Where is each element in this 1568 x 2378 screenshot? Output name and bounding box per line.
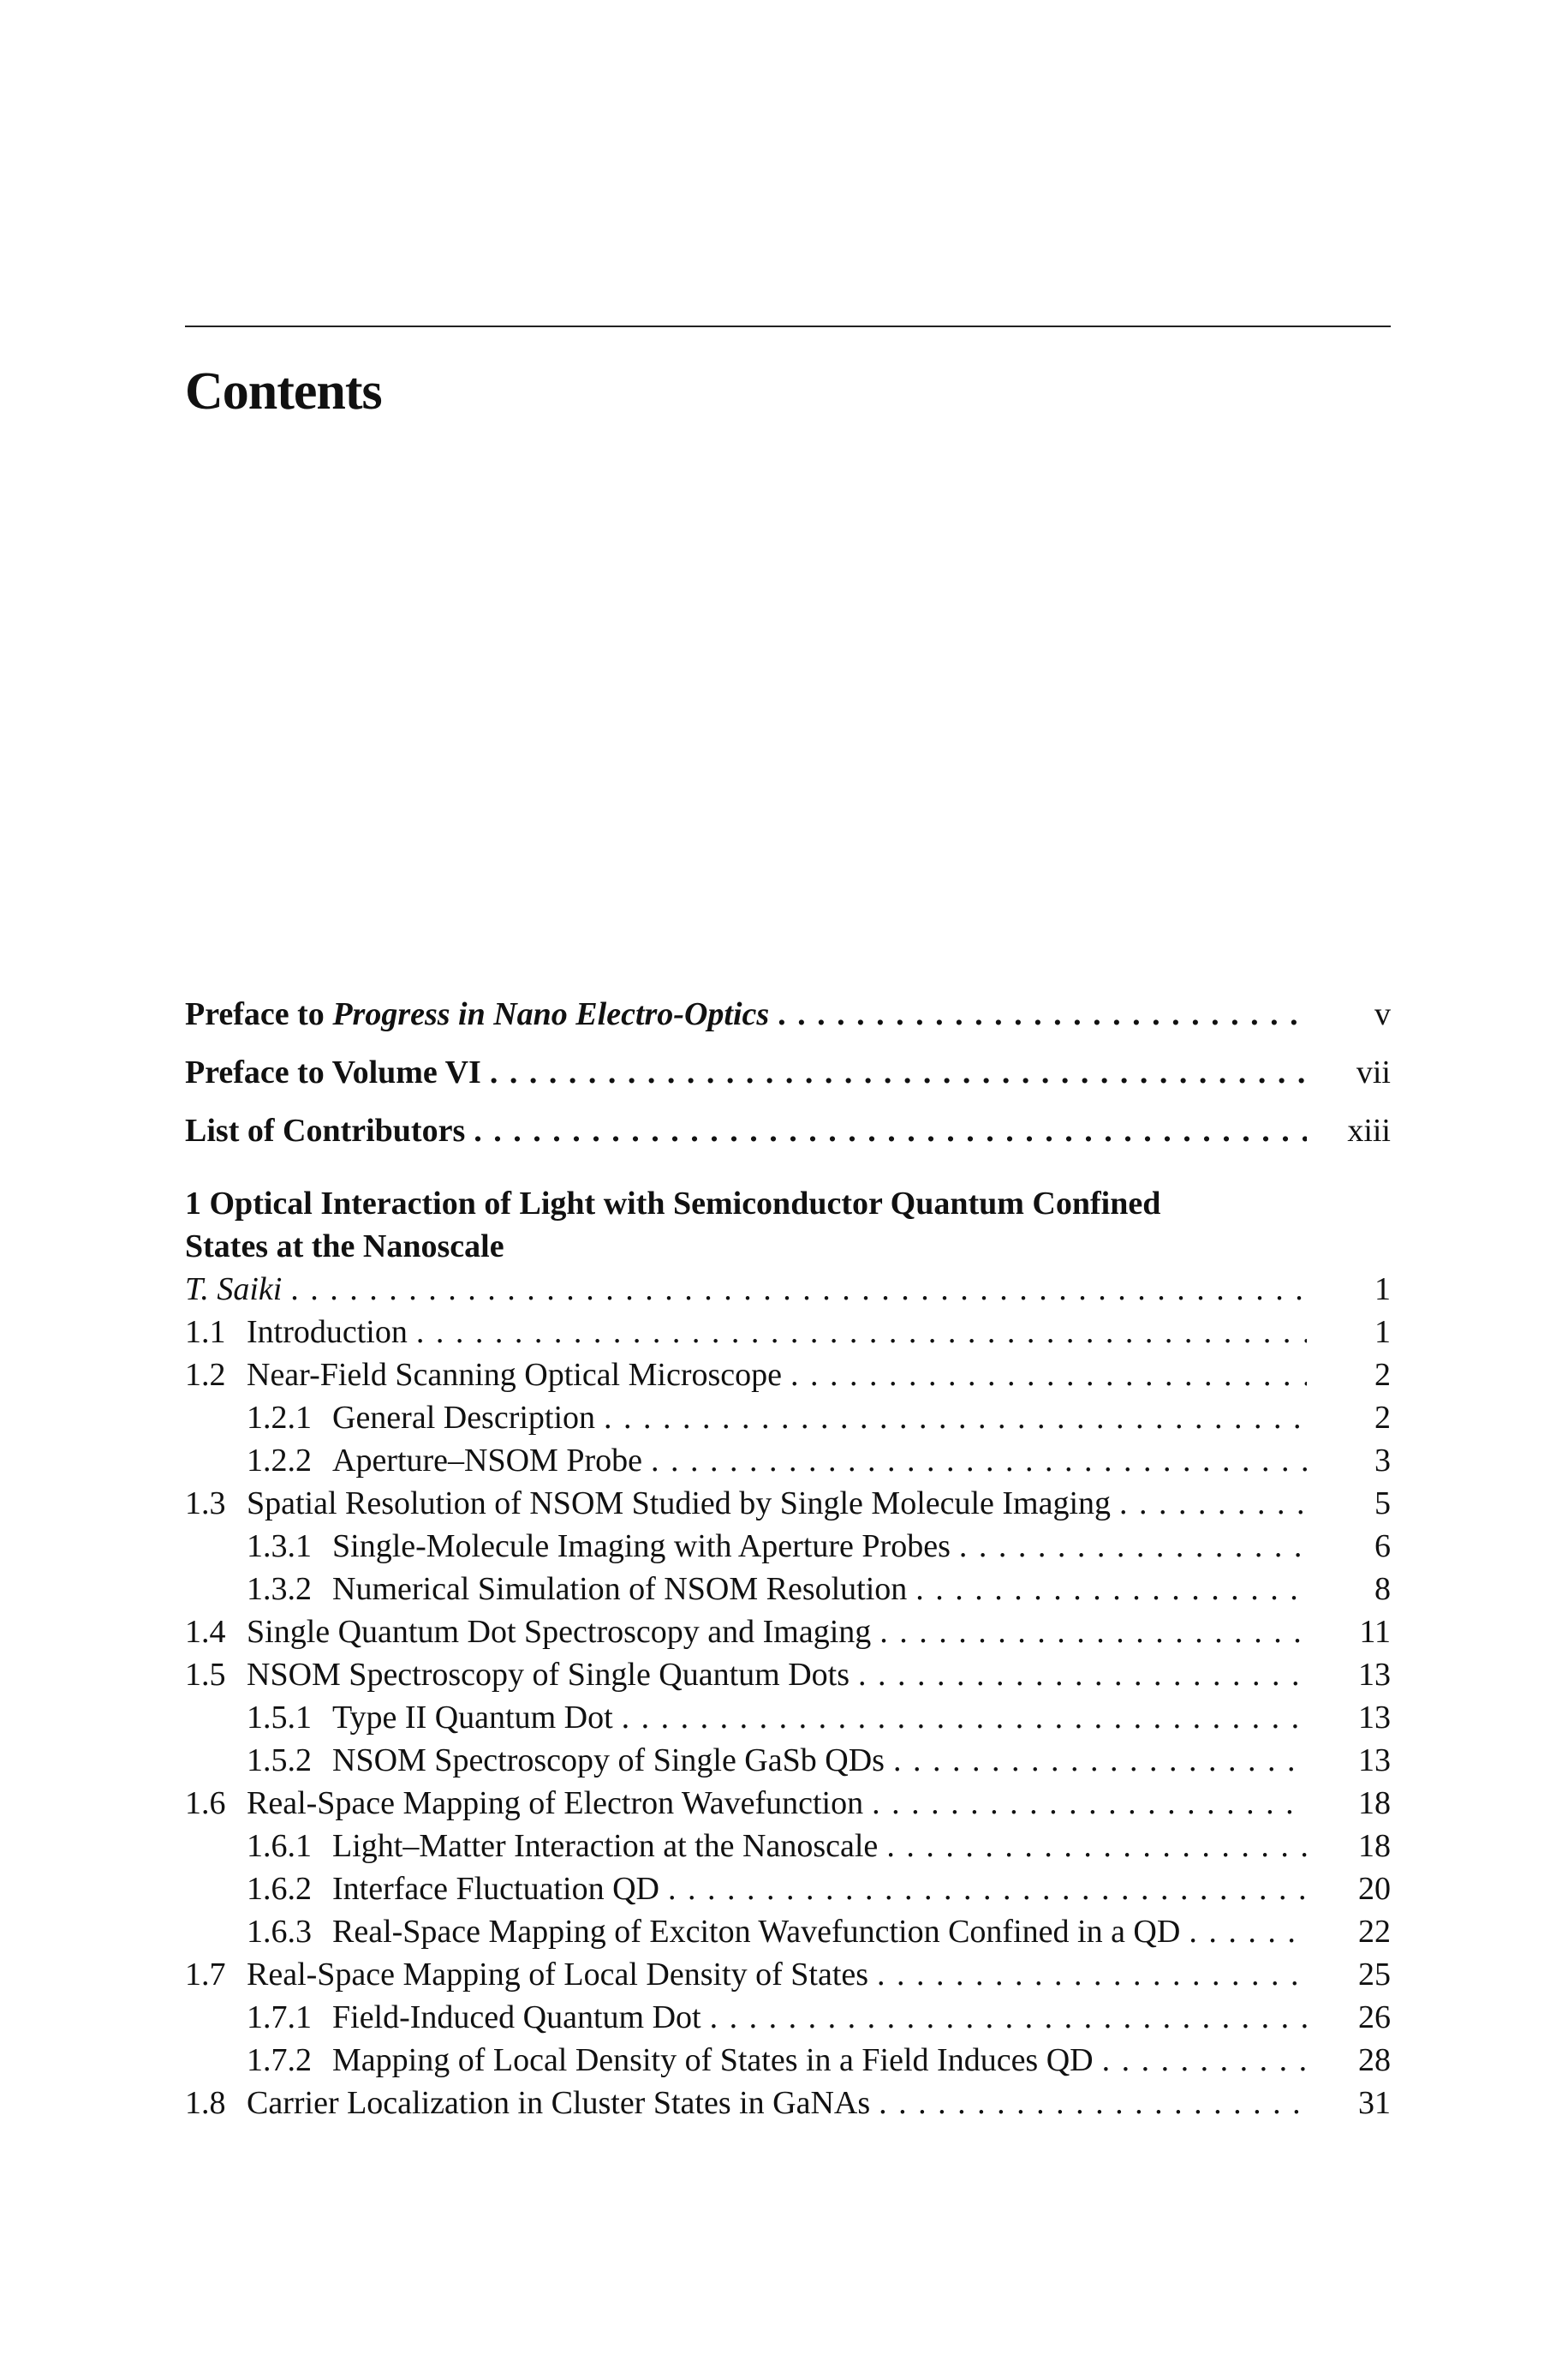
section-title: Near-Field Scanning Optical Microscope [247,1357,782,1393]
dot-leader [893,1739,1307,1782]
dot-leader [959,1525,1307,1568]
section-title: Mapping of Local Density of States in a Field Induces QD [332,2042,1094,2078]
toc-page-number: 2 [1374,1357,1391,1393]
toc-page-number: 6 [1374,1528,1391,1564]
toc-section-row[interactable] [185,1482,1391,1525]
section-number: 1.7 [185,1957,226,1993]
page-title: Contents [185,362,382,421]
dot-leader [879,2082,1307,2124]
toc-section-row[interactable] [185,1782,1391,1825]
chapter-title[interactable] [185,1182,1391,1268]
toc-entry-title: List of Contributors [185,1113,466,1149]
dot-leader [416,1311,1307,1353]
section-title: Field-Induced Quantum Dot [332,1999,701,2035]
dot-leader [604,1396,1307,1439]
dot-leader [622,1696,1307,1739]
toc-subsection-row[interactable] [185,1739,1391,1782]
section-title: Real-Space Mapping of Exciton Wavefunction Confined in a QD [332,1914,1181,1950]
section-number: 1.6.2 [247,1871,312,1907]
section-number: 1.3 [185,1485,226,1521]
toc-page-number: 13 [1358,1657,1391,1693]
toc-section-row[interactable] [185,1653,1391,1696]
toc-section-row[interactable] [185,1311,1391,1353]
toc-page-number: 26 [1358,1999,1391,2035]
toc-subsection-row[interactable] [185,1568,1391,1610]
toc-subsection-row[interactable] [185,1396,1391,1439]
toc-section-row[interactable] [185,1610,1391,1653]
toc-page-number: 2 [1374,1400,1391,1436]
toc-front-preface-series[interactable] [185,985,1391,1043]
toc-subsection-row[interactable] [185,1439,1391,1482]
section-title: Type II Quantum Dot [332,1700,613,1736]
toc-subsection-row[interactable] [185,1996,1391,2039]
toc-page-number: 1 [1374,1271,1391,1307]
section-number: 1.2.2 [247,1443,312,1479]
toc-page-number: 11 [1359,1614,1391,1650]
section-title: Spatial Resolution of NSOM Studied by Single Molecule Imaging [247,1485,1112,1521]
section-title: General Description [332,1400,596,1436]
section-number: 1.1 [185,1314,226,1350]
dot-leader [915,1568,1307,1610]
toc-page-number: v [1374,996,1391,1032]
dot-leader [778,985,1307,1043]
dot-leader [290,1268,1307,1311]
chapter-title-line: 1 Optical Interaction of Light with Semiconductor Quantum Confined [185,1186,1161,1222]
dot-leader [1102,2039,1307,2082]
dot-leader [1189,1910,1307,1953]
section-title: NSOM Spectroscopy of Single GaSb QDs [332,1742,885,1778]
chapter-author-row[interactable] [185,1268,1391,1311]
dot-leader [474,1102,1307,1160]
section-title: NSOM Spectroscopy of Single Quantum Dots [247,1657,850,1693]
dot-leader [710,1996,1307,2039]
toc-page-number: 18 [1358,1828,1391,1864]
chapter-title-line: States at the Nanoscale [185,1228,504,1264]
toc-entry-title: Preface to Progress in Nano Electro-Optics [185,996,770,1032]
table-of-contents [185,985,1391,2124]
section-title: Single Quantum Dot Spectroscopy and Imaging [247,1614,872,1650]
section-title: Real-Space Mapping of Electron Wavefunction [247,1785,864,1821]
toc-front-preface-volume[interactable] [185,1043,1391,1102]
section-number: 1.6.1 [247,1828,312,1864]
toc-subsection-row[interactable] [185,1867,1391,1910]
toc-page-number: xiii [1347,1113,1391,1149]
toc-page-number: 13 [1358,1700,1391,1736]
dot-leader [790,1353,1307,1396]
section-number: 1.4 [185,1614,226,1650]
section-number: 1.3.1 [247,1528,312,1564]
dot-leader [668,1867,1307,1910]
section-title: Single-Molecule Imaging with Aperture Probes [332,1528,951,1564]
section-number: 1.8 [185,2085,226,2121]
toc-page-number: 5 [1374,1485,1391,1521]
header-rule [185,326,1391,327]
toc-subsection-row[interactable] [185,2039,1391,2082]
toc-section-row[interactable] [185,2082,1391,2124]
section-number: 1.2 [185,1357,226,1393]
toc-subsection-row[interactable] [185,1825,1391,1867]
toc-entry-title: Preface to Volume VI [185,1055,481,1090]
section-number: 1.5 [185,1657,226,1693]
section-title: Interface Fluctuation QD [332,1871,659,1907]
section-number: 1.5.1 [247,1700,312,1736]
dot-leader [877,1953,1307,1996]
toc-page-number: 18 [1358,1785,1391,1821]
toc-page-number: 22 [1358,1914,1391,1950]
toc-front-contributors[interactable] [185,1102,1391,1160]
toc-subsection-row[interactable] [185,1525,1391,1568]
toc-subsection-row[interactable] [185,1910,1391,1953]
section-title: Numerical Simulation of NSOM Resolution [332,1571,908,1607]
toc-page-number: vii [1356,1055,1391,1090]
toc-page-number: 3 [1374,1443,1391,1479]
toc-page-number: 8 [1374,1571,1391,1607]
dot-leader [879,1610,1307,1653]
section-number: 1.2.1 [247,1400,312,1436]
toc-page-number: 25 [1358,1957,1391,1993]
toc-page-number: 28 [1358,2042,1391,2078]
section-title: Aperture–NSOM Probe [332,1443,643,1479]
toc-subsection-row[interactable] [185,1696,1391,1739]
section-number: 1.6 [185,1785,226,1821]
section-number: 1.7.2 [247,2042,312,2078]
chapter-author: T. Saiki [185,1271,283,1307]
section-number: 1.5.2 [247,1742,312,1778]
dot-leader [872,1782,1307,1825]
section-title: Light–Matter Interaction at the Nanoscale [332,1828,879,1864]
dot-leader [886,1825,1307,1867]
toc-page-number: 1 [1374,1314,1391,1350]
toc-page-number: 20 [1358,1871,1391,1907]
section-number: 1.6.3 [247,1914,312,1950]
dot-leader [858,1653,1307,1696]
dot-leader [1119,1482,1307,1525]
section-title: Carrier Localization in Cluster States in GaNAs [247,2085,871,2121]
section-number: 1.3.2 [247,1571,312,1607]
toc-page-number: 13 [1358,1742,1391,1778]
section-number: 1.7.1 [247,1999,312,2035]
section-title: Real-Space Mapping of Local Density of States [247,1957,869,1993]
toc-page-number: 31 [1358,2085,1391,2121]
toc-section-row[interactable] [185,1953,1391,1996]
section-title: Introduction [247,1314,408,1350]
toc-section-row[interactable] [185,1353,1391,1396]
dot-leader [490,1043,1307,1102]
dot-leader [651,1439,1307,1482]
